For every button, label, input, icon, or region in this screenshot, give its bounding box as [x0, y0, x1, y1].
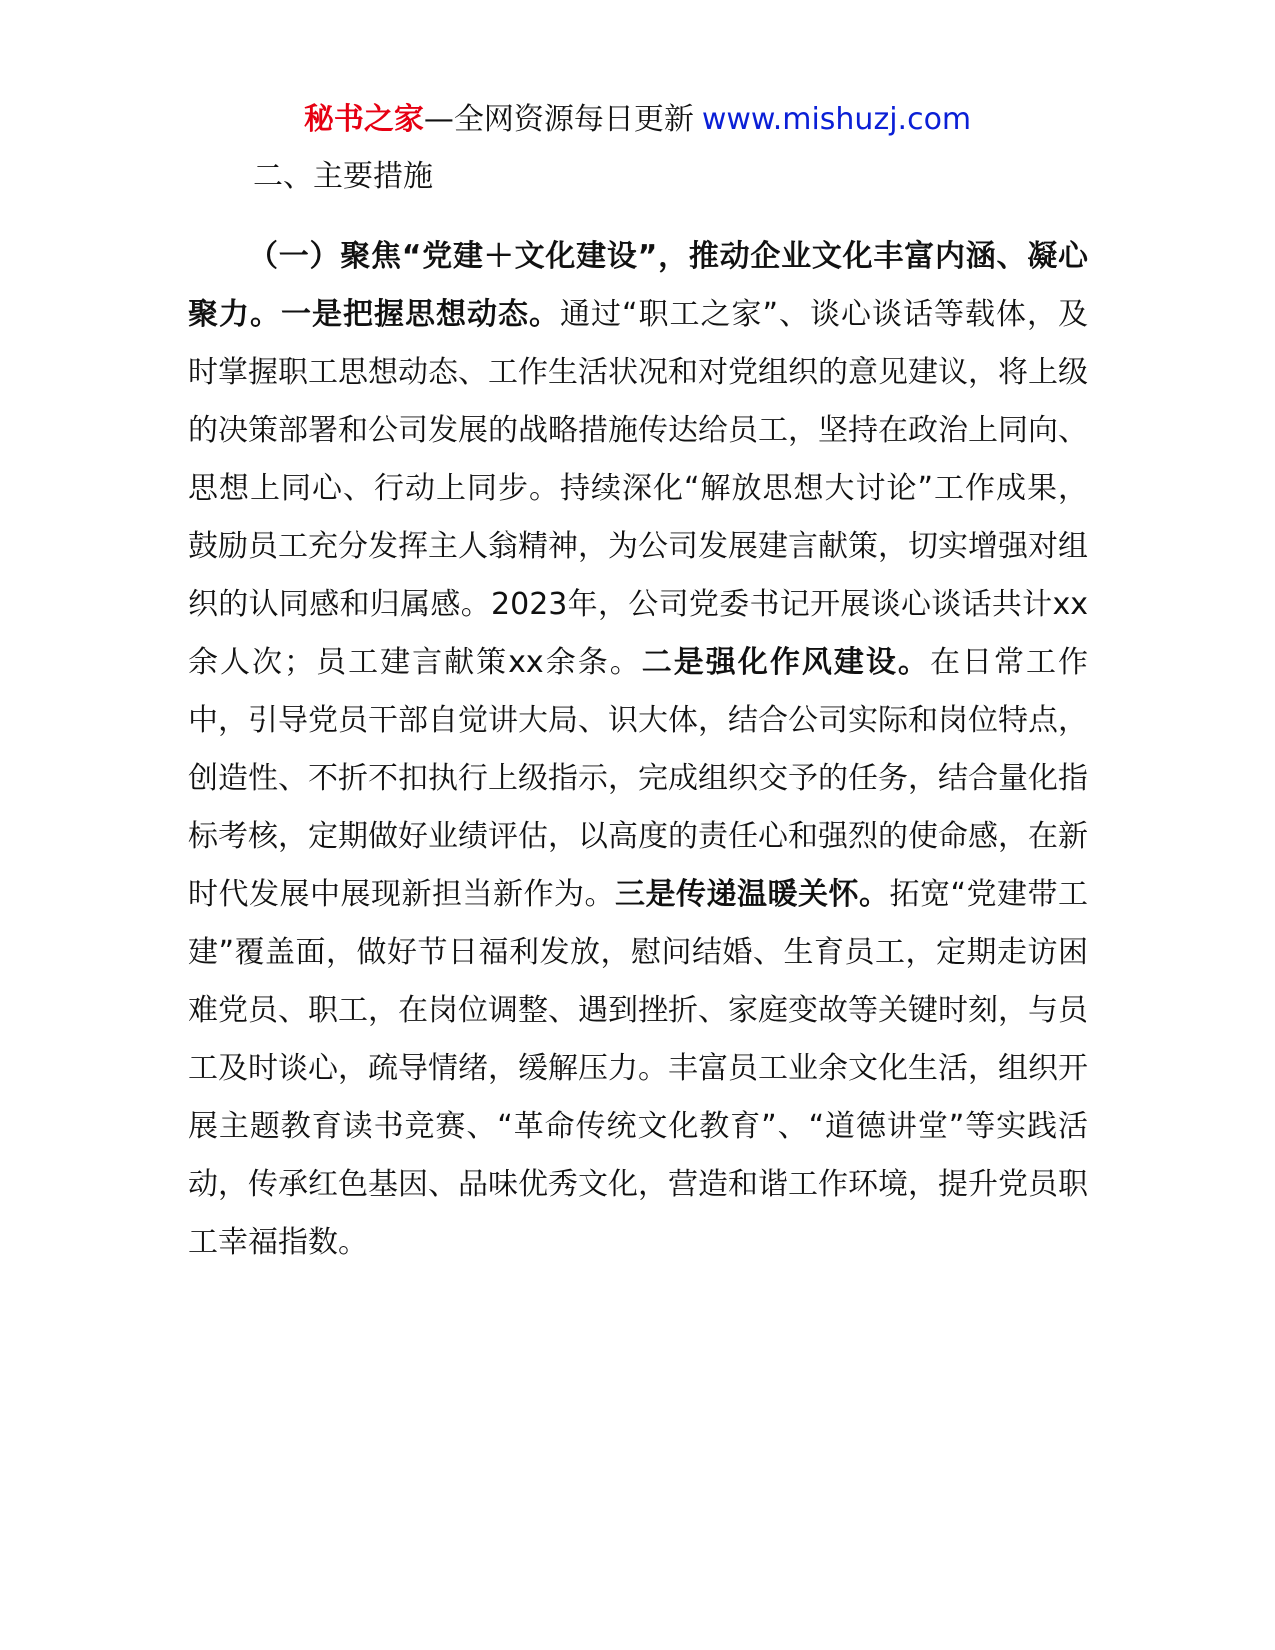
- point-1-text: 通过“职工之家”、谈心谈话等载体，及时掌握职工思想动态、工作生活状况和对党组织的意见建议，将上级的决策部署和公司发展的战略措施传达给员工，坚持在政治上同向、思想上同心、行动上同步。持续深化“解放思想大讨论”工作成果，鼓励员工充分发挥主人翁精神，为公司发展建言献策，切实增强对组织的认同感和归属感。2023年，公司党委书记开展谈心谈话共计xx余人次；员工建言献策xx余条。: [188, 297, 1089, 680]
- brand-name: 秘书之家: [303, 102, 424, 137]
- paragraph-heading: （一）聚焦“党建＋文化建设”，推动企业文化丰富内涵、凝心聚力。: [188, 239, 1088, 332]
- header-slogan: —全网资源每日更新: [423, 102, 694, 137]
- body-paragraph: [188, 228, 1088, 1272]
- point-1-heading: 一是把握思想动态。: [281, 297, 560, 332]
- point-2-text: 在日常工作中，引导党员干部自觉讲大局、识大体，结合公司实际和岗位特点，创造性、不折不扣执行上级指示，完成组织交予的任务，结合量化指标考核，定期做好业绩评估，以高度的责任心和强烈的使命感，在新时代发展中展现新担当新作为。: [188, 645, 1089, 912]
- site-url-link[interactable]: www.mishuzj.com: [701, 102, 972, 137]
- site-header: [0, 98, 1275, 142]
- point-3-text: 拓宽“党建带工建”覆盖面，做好节日福利发放，慰问结婚、生育员工，定期走访困难党员、职工，在岗位调整、遇到挫折、家庭变故等关键时刻，与员工及时谈心，疏导情绪，缓解压力。丰富员工业余文化生活，组织开展主题教育读书竞赛、“革命传统文化教育”、“道德讲堂”等实践活动，传承红色基因、品味优秀文化，营造和谐工作环境，提升党员职工幸福指数。: [188, 877, 1089, 1260]
- section-title: 二、主要措施: [253, 159, 433, 194]
- point-3-heading: 三是传递温暖关怀。: [614, 877, 890, 912]
- paragraph-content: [188, 228, 1088, 1272]
- point-2-heading: 二是强化作风建设。: [641, 645, 930, 680]
